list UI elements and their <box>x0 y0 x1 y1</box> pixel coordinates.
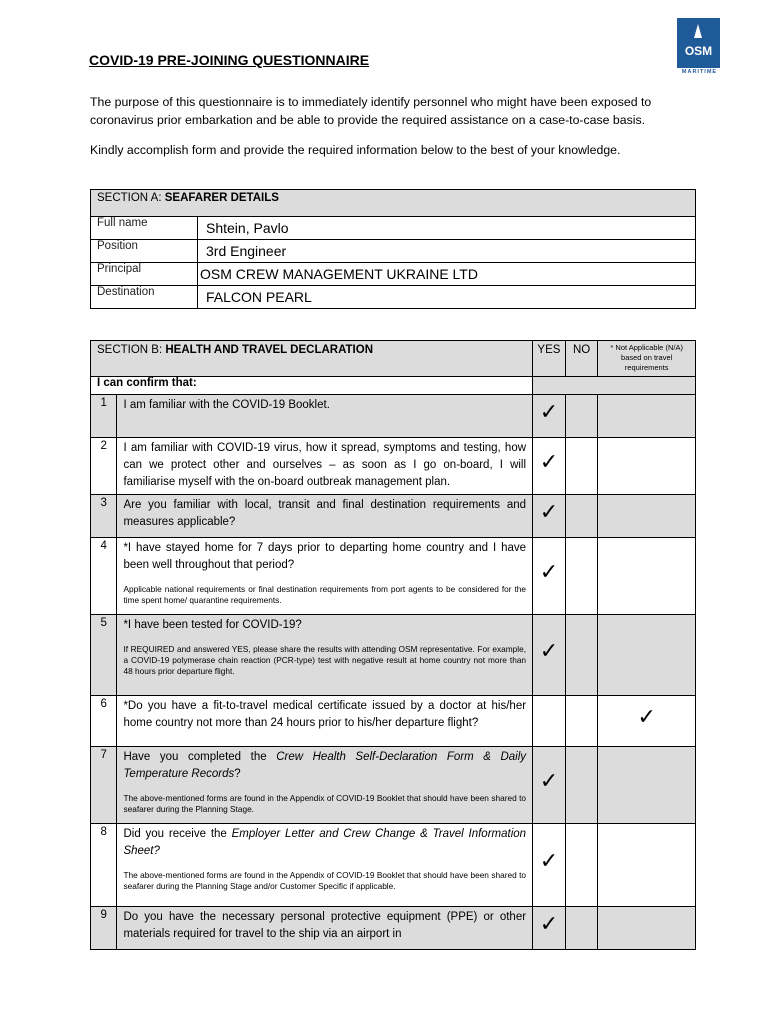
answer-yes-cell[interactable] <box>533 538 566 615</box>
label-principal: Principal <box>91 263 198 286</box>
answer-na-cell[interactable] <box>598 824 696 907</box>
answer-no-cell[interactable] <box>565 907 598 950</box>
answer-no-cell[interactable] <box>565 747 598 824</box>
section-b-heading: HEALTH AND TRAVEL DECLARATION <box>165 344 374 356</box>
check-mark-icon: ✓ <box>637 704 656 729</box>
answer-no-cell[interactable] <box>565 438 598 495</box>
question-form-name: Crew Health Self-Declaration Form & Daily Temperature Records <box>123 751 527 780</box>
answer-yes-cell[interactable] <box>533 395 566 438</box>
answer-yes-cell[interactable] <box>533 696 566 747</box>
answer-no-cell[interactable] <box>565 615 598 696</box>
check-mark-icon: ✓ <box>539 499 559 524</box>
section-b-prefix: SECTION B: <box>97 344 166 356</box>
question-row-2 <box>91 438 696 495</box>
answer-na-cell[interactable] <box>598 696 696 747</box>
value-position[interactable]: 3rd Engineer <box>198 240 696 263</box>
question-cell <box>117 824 533 907</box>
col-na-header: * Not Applicable (N/A) based on travel requirements <box>598 341 696 377</box>
question-row-7 <box>91 747 696 824</box>
question-form-name: Employer Letter and Crew Change & Travel Information Sheet? <box>123 828 527 857</box>
row-position <box>91 240 696 263</box>
check-mark-icon: ✓ <box>539 848 559 873</box>
question-list <box>91 395 696 950</box>
section-b-table <box>90 340 696 950</box>
question-note: The above-mentioned forms are found in the Appendix of COVID-19 Booklet that should have been shared to seafarer during the Planning Stage and/or Customer Specific if applicable. <box>123 870 527 891</box>
answer-yes-cell[interactable] <box>533 747 566 824</box>
question-note: Applicable national requirements or final destination requirements from port agents to be considered for the time spent home/ quarantine requirements. <box>123 584 527 605</box>
check-mark-icon: ✓ <box>539 399 559 424</box>
section-a-heading: SEAFARER DETAILS <box>164 192 279 204</box>
question-text: I am familiar with COVID-19 virus, how it spread, symptoms and testing, how can we protect other and ourselves – as soon as I go on-board, I will familiarise myself with the on-board outbreak management plan. <box>123 442 527 488</box>
intro-paragraph-1: The purpose of this questionnaire is to immediately identify personnel who might have been exposed to coronavirus prior embarkation and be able to provide the required assistance on a case-to-case basis. <box>90 95 652 127</box>
label-destination: Destination <box>91 286 198 309</box>
intro-paragraph-2: Kindly accomplish form and provide the required information below to the best of your knowledge. <box>90 143 621 157</box>
check-mark-icon: ✓ <box>539 449 559 474</box>
check-mark-icon: ✓ <box>539 768 559 793</box>
col-no-header: NO <box>565 341 598 377</box>
col-yes-header: YES <box>533 341 566 377</box>
question-number: 3 <box>91 495 117 538</box>
question-row-9 <box>91 907 696 950</box>
question-text: *Do you have a fit-to-travel medical certificate issued by a doctor at his/her home country not more than 24 hours prior to his/her departure flight? <box>123 700 527 729</box>
check-mark-icon: ✓ <box>539 559 559 584</box>
logo-subtitle: MARITIME <box>681 69 718 75</box>
answer-yes-cell[interactable] <box>533 438 566 495</box>
logo-word: OSM <box>684 44 713 58</box>
question-row-5 <box>91 615 696 696</box>
section-b-header <box>91 341 533 377</box>
sail-icon <box>694 24 702 38</box>
question-row-1 <box>91 395 696 438</box>
question-note: The above-mentioned forms are found in the Appendix of COVID-19 Booklet that should have been shared to seafarer during the Planning Stage. <box>123 793 527 814</box>
answer-yes-cell[interactable] <box>533 824 566 907</box>
question-number: 5 <box>91 615 117 696</box>
section-a-header <box>91 190 696 217</box>
answer-na-cell[interactable] <box>598 615 696 696</box>
question-text: I am familiar with the COVID-19 Booklet. <box>123 399 330 411</box>
question-cell <box>117 438 533 495</box>
answer-yes-cell[interactable] <box>533 907 566 950</box>
label-full-name: Full name <box>91 217 198 240</box>
answer-no-cell[interactable] <box>565 495 598 538</box>
question-row-4 <box>91 538 696 615</box>
question-cell <box>117 538 533 615</box>
question-cell <box>117 615 533 696</box>
question-number: 8 <box>91 824 117 907</box>
answer-yes-cell[interactable] <box>533 615 566 696</box>
answer-no-cell[interactable] <box>565 696 598 747</box>
confirm-filler <box>533 377 696 395</box>
answer-yes-cell[interactable] <box>533 495 566 538</box>
row-principal <box>91 263 696 286</box>
question-text: Are you familiar with local, transit and final destination requirements and measures applicable? <box>123 499 527 528</box>
question-text: *I have been tested for COVID-19? <box>123 619 302 631</box>
question-row-8 <box>91 824 696 907</box>
answer-na-cell[interactable] <box>598 538 696 615</box>
question-number: 6 <box>91 696 117 747</box>
answer-na-cell[interactable] <box>598 495 696 538</box>
question-cell <box>117 747 533 824</box>
answer-no-cell[interactable] <box>565 824 598 907</box>
label-position: Position <box>91 240 198 263</box>
question-text-end: ? <box>234 768 241 780</box>
question-row-6 <box>91 696 696 747</box>
question-cell <box>117 495 533 538</box>
section-a-table <box>90 189 696 309</box>
osm-logo <box>677 18 720 68</box>
question-note: If REQUIRED and answered YES, please share the results with attending OSM representative. For example, a COVID-19 polymerase chain reaction (PCR-type) test with negative result at home country not more than 48 hours prior departure flight. <box>123 644 527 676</box>
value-full-name[interactable]: Shtein, Pavlo <box>198 217 696 240</box>
value-destination[interactable]: FALCON PEARL <box>198 286 696 309</box>
question-text: Have you completed the <box>123 751 277 763</box>
question-cell <box>117 696 533 747</box>
answer-no-cell[interactable] <box>565 395 598 438</box>
question-number: 7 <box>91 747 117 824</box>
row-destination <box>91 286 696 309</box>
question-text: Do you have the necessary personal protective equipment (PPE) or other materials required for travel to the ship via an airport in <box>123 911 527 940</box>
answer-na-cell[interactable] <box>598 747 696 824</box>
value-principal[interactable]: OSM CREW MANAGEMENT UKRAINE LTD <box>198 263 696 286</box>
check-mark-icon: ✓ <box>539 911 559 936</box>
page-title: COVID-19 PRE-JOINING QUESTIONNAIRE <box>89 52 370 68</box>
question-text: Did you receive the <box>123 828 232 840</box>
question-number: 4 <box>91 538 117 615</box>
answer-no-cell[interactable] <box>565 538 598 615</box>
question-number: 1 <box>91 395 117 438</box>
question-cell <box>117 907 533 950</box>
check-mark-icon: ✓ <box>539 638 559 663</box>
answer-na-cell[interactable] <box>598 907 696 950</box>
question-text: *I have stayed home for 7 days prior to departing home country and I have been well throughout that period? <box>123 542 527 571</box>
question-cell <box>117 395 533 438</box>
section-a-prefix: SECTION A: <box>97 192 165 204</box>
answer-na-cell[interactable] <box>598 395 696 438</box>
row-full-name <box>91 217 696 240</box>
question-number: 2 <box>91 438 117 495</box>
question-number: 9 <box>91 907 117 950</box>
confirm-label: I can confirm that: <box>91 377 533 395</box>
answer-na-cell[interactable] <box>598 438 696 495</box>
question-row-3 <box>91 495 696 538</box>
